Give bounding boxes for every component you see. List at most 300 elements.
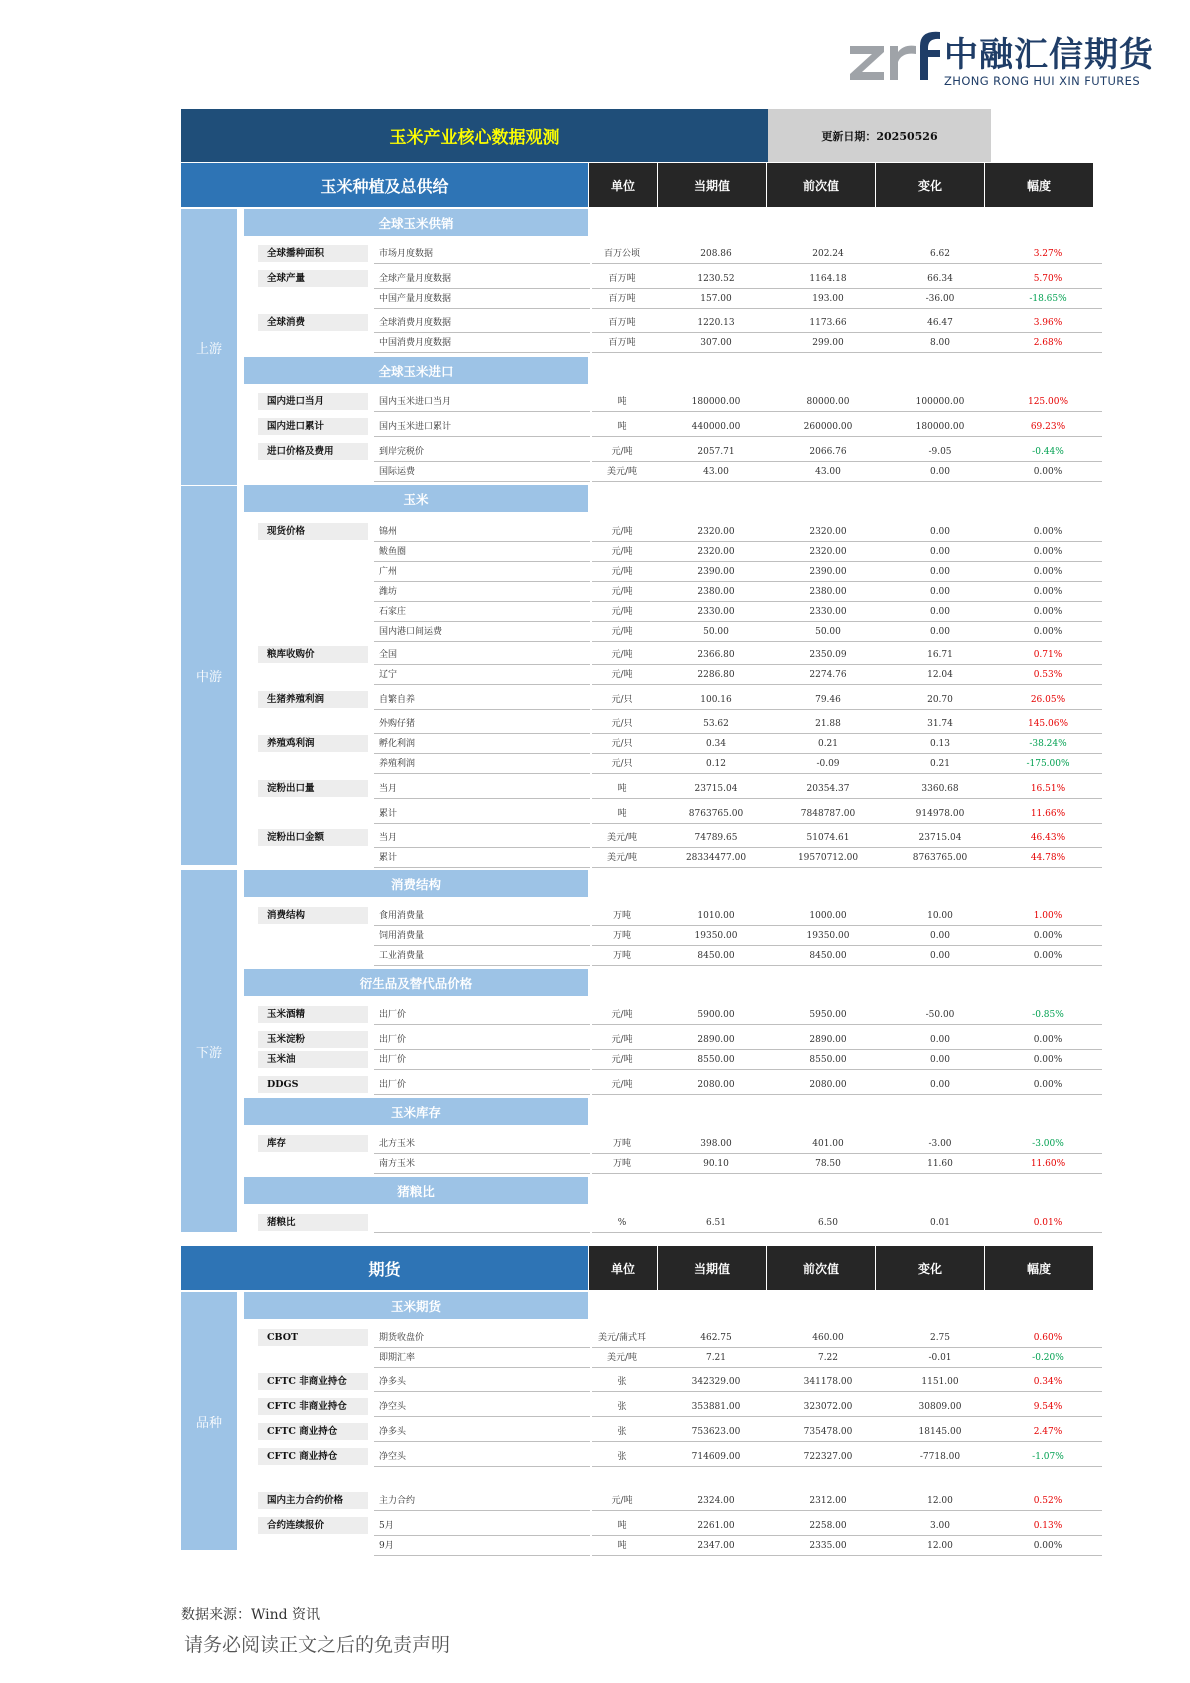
change-percent: 2.47% — [1033, 1427, 1063, 1437]
previous-value: 43.00 — [815, 467, 841, 477]
row-name: 工业消费量 — [379, 951, 425, 961]
row-unit: 万吨 — [612, 1139, 631, 1149]
table-row — [374, 779, 1102, 798]
change-value: 0.00 — [929, 1080, 951, 1090]
previous-value: 0.21 — [817, 739, 839, 749]
row-unit: 美元/吨 — [606, 833, 638, 843]
row-divider — [592, 1173, 1102, 1174]
table-row — [374, 645, 1102, 664]
table-row — [374, 1397, 1102, 1416]
row-unit: % — [617, 1218, 627, 1228]
change-value: -7718.00 — [919, 1452, 961, 1462]
change-percent: 11.66% — [1030, 809, 1066, 819]
previous-value: 8450.00 — [809, 951, 847, 961]
row-divider — [592, 641, 1102, 642]
previous-value: 19350.00 — [806, 931, 850, 941]
change-percent: 0.71% — [1033, 650, 1063, 660]
row-divider — [374, 436, 590, 437]
row-divider — [374, 1173, 590, 1174]
indicator-label: 淀粉出口金额 — [258, 829, 368, 846]
current-value: 0.12 — [705, 759, 727, 769]
change-value: 46.47 — [927, 318, 953, 328]
row-unit: 万吨 — [612, 951, 631, 961]
row-unit: 元/吨 — [611, 1496, 633, 1506]
row-unit: 美元/吨 — [606, 467, 638, 477]
table-row — [374, 289, 1102, 308]
row-name: 外购仔猪 — [379, 719, 416, 729]
column-header: 当期值 — [658, 1246, 766, 1290]
row-name: 广州 — [379, 567, 398, 577]
row-name: 当月 — [379, 784, 398, 794]
row-name: 中国产量月度数据 — [379, 294, 452, 304]
change-value: 3360.68 — [921, 784, 959, 794]
sub-section-header: 衍生品及替代品价格 — [244, 969, 588, 996]
row-name: 食用消费量 — [379, 911, 425, 921]
row-divider — [592, 965, 1102, 966]
previous-value: 79.46 — [815, 695, 841, 705]
current-value: 2324.00 — [697, 1496, 735, 1506]
change-percent: 145.06% — [1027, 719, 1069, 729]
previous-value: 21.88 — [815, 719, 841, 729]
current-value: 50.00 — [703, 627, 729, 637]
row-unit: 百万吨 — [608, 274, 636, 284]
table-row — [374, 754, 1102, 773]
column-header: 幅度 — [985, 163, 1093, 207]
table-row — [374, 417, 1102, 436]
row-name: 国内玉米进口累计 — [379, 422, 452, 432]
sub-section-header: 全球玉米供销 — [244, 209, 588, 236]
previous-value: 2390.00 — [809, 567, 847, 577]
previous-value: 80000.00 — [806, 397, 850, 407]
row-name: 出厂价 — [379, 1055, 407, 1065]
current-value: 2320.00 — [697, 527, 735, 537]
row-unit: 元/吨 — [611, 650, 633, 660]
change-value: 31.74 — [927, 719, 953, 729]
change-percent: 0.00% — [1033, 1055, 1063, 1065]
current-value: 208.86 — [700, 249, 732, 259]
sub-section-header: 玉米 — [244, 485, 588, 512]
row-unit: 元/吨 — [611, 670, 633, 680]
previous-value: 51074.61 — [806, 833, 850, 843]
logo-f — [920, 32, 940, 80]
previous-value: 2320.00 — [809, 527, 847, 537]
row-unit: 张 — [617, 1452, 627, 1462]
column-header: 当期值 — [658, 163, 766, 207]
change-percent: -175.00% — [1026, 759, 1070, 769]
table-row — [374, 392, 1102, 411]
previous-value: 6.50 — [817, 1218, 839, 1228]
column-header: 变化 — [876, 163, 984, 207]
row-name: 累计 — [379, 809, 398, 819]
row-unit: 吨 — [617, 1541, 627, 1551]
row-unit: 元/只 — [611, 719, 633, 729]
column-header: 单位 — [589, 163, 657, 207]
change-value: 0.00 — [929, 467, 951, 477]
change-percent: 5.70% — [1033, 274, 1063, 284]
row-divider — [592, 1555, 1102, 1556]
current-value: 2080.00 — [697, 1080, 735, 1090]
column-header: 前次值 — [767, 1246, 875, 1290]
current-value: 2261.00 — [697, 1521, 735, 1531]
table-row — [374, 1213, 1102, 1232]
row-unit: 万吨 — [612, 1159, 631, 1169]
change-value: 0.00 — [929, 1055, 951, 1065]
indicator-label: 国内进口累计 — [258, 418, 368, 435]
change-value: 0.00 — [929, 931, 951, 941]
previous-value: 2335.00 — [809, 1541, 847, 1551]
row-divider — [592, 308, 1102, 309]
row-name: 出厂价 — [379, 1035, 407, 1045]
table-row — [374, 690, 1102, 709]
change-percent: 26.05% — [1030, 695, 1066, 705]
row-divider — [374, 1069, 590, 1070]
current-value: 440000.00 — [691, 422, 741, 432]
table-row — [374, 1154, 1102, 1173]
change-value: 0.00 — [929, 607, 951, 617]
table-row — [374, 1447, 1102, 1466]
row-name: 辽宁 — [379, 670, 398, 680]
current-value: 342329.00 — [691, 1377, 741, 1387]
change-value: 6.62 — [929, 249, 951, 259]
row-unit: 元/只 — [611, 739, 633, 749]
row-divider — [374, 263, 590, 264]
previous-value: 341178.00 — [803, 1377, 853, 1387]
previous-value: 2312.00 — [809, 1496, 847, 1506]
table-row — [374, 582, 1102, 601]
previous-value: 722327.00 — [803, 1452, 853, 1462]
indicator-label: 玉米淀粉 — [258, 1031, 368, 1048]
change-percent: 0.00% — [1033, 1541, 1063, 1551]
change-value: 0.00 — [929, 527, 951, 537]
table-row — [374, 1422, 1102, 1441]
row-name: 净空头 — [379, 1402, 407, 1412]
row-divider — [592, 481, 1102, 482]
row-divider — [592, 709, 1102, 710]
row-divider — [374, 1466, 590, 1467]
current-value: 157.00 — [700, 294, 732, 304]
current-value: 8763765.00 — [688, 809, 744, 819]
current-value: 2057.71 — [697, 447, 735, 457]
change-value: 10.00 — [927, 911, 953, 921]
change-percent: -38.24% — [1029, 739, 1067, 749]
row-name: 全国 — [379, 650, 398, 660]
section-title: 期货 — [181, 1246, 588, 1290]
change-value: 8.00 — [929, 338, 951, 348]
indicator-label: 合约连续报价 — [258, 1517, 368, 1534]
table-row — [374, 622, 1102, 641]
table-row — [374, 269, 1102, 288]
previous-value: 2274.76 — [809, 670, 847, 680]
table-row — [374, 1005, 1102, 1024]
row-divider — [374, 308, 590, 309]
previous-value: 78.50 — [815, 1159, 841, 1169]
logo-mark — [850, 46, 916, 80]
row-divider — [592, 1391, 1102, 1392]
previous-value: 20354.37 — [806, 784, 850, 794]
row-unit: 张 — [617, 1427, 627, 1437]
row-unit: 美元/蒲式耳 — [597, 1333, 647, 1343]
current-value: 53.62 — [703, 719, 729, 729]
change-percent: -0.20% — [1032, 1353, 1064, 1363]
change-percent: 0.53% — [1033, 670, 1063, 680]
table-row — [374, 562, 1102, 581]
previous-value: 1164.18 — [809, 274, 847, 284]
previous-value: 2066.76 — [809, 447, 847, 457]
previous-value: 2350.09 — [809, 650, 847, 660]
section-header — [181, 163, 1094, 207]
row-divider — [592, 1024, 1102, 1025]
change-value: 23715.04 — [918, 833, 962, 843]
table-row — [374, 1491, 1102, 1510]
change-value: 20.70 — [927, 695, 953, 705]
row-name: 当月 — [379, 833, 398, 843]
side-category: 下游 — [181, 870, 237, 1232]
table-row — [374, 1348, 1102, 1367]
previous-value: 50.00 — [815, 627, 841, 637]
indicator-label: 库存 — [258, 1135, 368, 1152]
previous-value: 7.22 — [817, 1353, 839, 1363]
indicator-label: DDGS — [258, 1076, 368, 1093]
sub-section-header: 全球玉米进口 — [244, 357, 588, 384]
sub-section-header: 消费结构 — [244, 870, 588, 897]
previous-value: 460.00 — [812, 1333, 844, 1343]
indicator-label: CFTC 非商业持仓 — [258, 1373, 368, 1390]
change-percent: 2.68% — [1033, 338, 1063, 348]
change-percent: -0.85% — [1032, 1010, 1064, 1020]
indicator-label: 消费结构 — [258, 907, 368, 924]
current-value: 5900.00 — [697, 1010, 735, 1020]
change-percent: 16.51% — [1030, 784, 1066, 794]
row-unit: 元/吨 — [611, 1010, 633, 1020]
change-value: 0.00 — [929, 1035, 951, 1045]
update-date: 更新日期：20250526 — [768, 109, 991, 162]
change-value: 2.75 — [929, 1333, 951, 1343]
table-row — [374, 848, 1102, 867]
previous-value: 1000.00 — [809, 911, 847, 921]
row-name: 石家庄 — [379, 607, 407, 617]
row-divider — [374, 867, 590, 868]
row-unit: 百万吨 — [608, 294, 636, 304]
indicator-label: 粮库收购价 — [258, 646, 368, 663]
change-value: 3.00 — [929, 1521, 951, 1531]
current-value: 1220.13 — [697, 318, 735, 328]
change-percent: -0.44% — [1032, 447, 1064, 457]
current-value: 714609.00 — [691, 1452, 741, 1462]
row-divider — [374, 798, 590, 799]
row-name: 9月 — [379, 1541, 394, 1551]
current-value: 2380.00 — [697, 587, 735, 597]
change-percent: 11.60% — [1030, 1159, 1066, 1169]
side-category: 品种 — [181, 1292, 237, 1550]
change-percent: 0.52% — [1033, 1496, 1063, 1506]
row-name: 累计 — [379, 853, 398, 863]
row-unit: 元/吨 — [611, 527, 633, 537]
row-name: 饲用消费量 — [379, 931, 425, 941]
change-percent: -1.07% — [1032, 1452, 1064, 1462]
row-divider — [374, 481, 590, 482]
current-value: 43.00 — [703, 467, 729, 477]
indicator-label: CFTC 商业持仓 — [258, 1448, 368, 1465]
row-unit: 吨 — [617, 784, 627, 794]
change-percent: 0.00% — [1033, 931, 1063, 941]
previous-value: 202.24 — [812, 249, 844, 259]
row-unit: 元/只 — [611, 759, 633, 769]
change-value: 12.04 — [927, 670, 953, 680]
row-divider — [374, 352, 590, 353]
table-row — [374, 804, 1102, 823]
change-value: 12.00 — [927, 1496, 953, 1506]
row-name: 净多头 — [379, 1427, 407, 1437]
change-percent: 9.54% — [1033, 1402, 1063, 1412]
table-row — [374, 734, 1102, 753]
row-divider — [374, 1510, 590, 1511]
change-value: 12.00 — [927, 1541, 953, 1551]
row-name: 净多头 — [379, 1377, 407, 1387]
row-name: 期货收盘价 — [379, 1333, 425, 1343]
table-row — [374, 906, 1102, 925]
table-row — [374, 462, 1102, 481]
change-value: -36.00 — [925, 294, 955, 304]
change-percent: 3.27% — [1033, 249, 1063, 259]
row-unit: 元/吨 — [611, 1035, 633, 1045]
table-row — [374, 665, 1102, 684]
current-value: 307.00 — [700, 338, 732, 348]
indicator-label: 国内主力合约价格 — [258, 1492, 368, 1509]
brand-name-cn: 中融汇信期货 — [944, 35, 1154, 75]
current-value: 353881.00 — [691, 1402, 741, 1412]
change-percent: 0.00% — [1033, 467, 1063, 477]
row-unit: 美元/吨 — [606, 853, 638, 863]
change-value: 0.21 — [929, 759, 951, 769]
section-header — [181, 1246, 1094, 1290]
change-percent: 0.00% — [1033, 547, 1063, 557]
side-category: 中游 — [181, 486, 237, 865]
current-value: 19350.00 — [694, 931, 738, 941]
row-unit: 百万吨 — [608, 318, 636, 328]
previous-value: 2258.00 — [809, 1521, 847, 1531]
row-unit: 元/只 — [611, 695, 633, 705]
change-value: 0.00 — [929, 567, 951, 577]
row-divider — [374, 1391, 590, 1392]
row-name: 到岸完税价 — [379, 447, 425, 457]
row-divider — [374, 411, 590, 412]
previous-value: 19570712.00 — [797, 853, 859, 863]
row-name: 出厂价 — [379, 1080, 407, 1090]
previous-value: 5950.00 — [809, 1010, 847, 1020]
disclaimer: 请务必阅读正文之后的免责声明 — [184, 1634, 451, 1656]
row-unit: 元/吨 — [611, 1055, 633, 1065]
row-divider — [592, 1510, 1102, 1511]
row-name: 北方玉米 — [379, 1139, 416, 1149]
previous-value: 735478.00 — [803, 1427, 853, 1437]
table-row — [374, 926, 1102, 945]
row-name: 市场月度数据 — [379, 249, 434, 259]
previous-value: 1173.66 — [809, 318, 847, 328]
previous-value: 2380.00 — [809, 587, 847, 597]
row-divider — [374, 1367, 590, 1368]
row-divider — [592, 823, 1102, 824]
indicator-label: 猪粮比 — [258, 1214, 368, 1231]
sub-section-header: 玉米库存 — [244, 1098, 588, 1125]
change-value: 30809.00 — [918, 1402, 962, 1412]
indicator-label: 全球播种面积 — [258, 245, 368, 262]
row-name: 即期汇率 — [379, 1353, 416, 1363]
change-value: -50.00 — [925, 1010, 955, 1020]
row-divider — [592, 263, 1102, 264]
current-value: 2347.00 — [697, 1541, 735, 1551]
change-value: -9.05 — [928, 447, 952, 457]
row-name: 5月 — [379, 1521, 394, 1531]
table-row — [374, 1516, 1102, 1535]
current-value: 90.10 — [703, 1159, 729, 1169]
previous-value: 299.00 — [812, 338, 844, 348]
change-value: 0.13 — [929, 739, 951, 749]
row-name: 潍坊 — [379, 587, 398, 597]
change-percent: 46.43% — [1030, 833, 1066, 843]
change-percent: 0.00% — [1033, 587, 1063, 597]
indicator-label: 玉米油 — [258, 1051, 368, 1068]
table-row — [374, 1075, 1102, 1094]
table-row — [374, 522, 1102, 541]
row-divider — [374, 1416, 590, 1417]
row-unit: 元/吨 — [611, 1080, 633, 1090]
row-unit: 吨 — [617, 422, 627, 432]
row-name: 孵化利润 — [379, 739, 416, 749]
row-name: 净空头 — [379, 1452, 407, 1462]
row-name: 国内港口间运费 — [379, 627, 443, 637]
indicator-label: 淀粉出口量 — [258, 780, 368, 797]
row-divider — [374, 1555, 590, 1556]
table-row — [374, 313, 1102, 332]
change-value: 0.01 — [929, 1218, 951, 1228]
indicator-label: 全球消费 — [258, 314, 368, 331]
change-percent: 0.00% — [1033, 607, 1063, 617]
table-row — [374, 1372, 1102, 1391]
current-value: 28334477.00 — [685, 853, 747, 863]
row-name: 养殖利润 — [379, 759, 416, 769]
table-row — [374, 1536, 1102, 1555]
current-value: 1010.00 — [697, 911, 735, 921]
row-divider — [374, 773, 590, 774]
row-unit: 元/吨 — [611, 607, 633, 617]
previous-value: 2330.00 — [809, 607, 847, 617]
previous-value: 401.00 — [812, 1139, 844, 1149]
row-unit: 元/吨 — [611, 567, 633, 577]
side-category: 上游 — [181, 209, 237, 485]
table-row — [374, 442, 1102, 461]
row-name: 自繁自养 — [379, 695, 416, 705]
change-percent: 0.00% — [1033, 567, 1063, 577]
previous-value: 2320.00 — [809, 547, 847, 557]
current-value: 0.34 — [705, 739, 727, 749]
change-percent: 69.23% — [1030, 422, 1066, 432]
row-divider — [592, 436, 1102, 437]
row-divider — [592, 867, 1102, 868]
change-percent: 0.01% — [1033, 1218, 1063, 1228]
previous-value: 2080.00 — [809, 1080, 847, 1090]
change-percent: 0.00% — [1033, 627, 1063, 637]
row-divider — [592, 1069, 1102, 1070]
previous-value: 193.00 — [812, 294, 844, 304]
row-divider — [374, 684, 590, 685]
change-value: -3.00 — [928, 1139, 952, 1149]
table-row — [374, 1030, 1102, 1049]
row-divider — [374, 1232, 590, 1233]
section-title: 玉米种植及总供给 — [181, 163, 588, 207]
change-percent: 0.34% — [1033, 1377, 1063, 1387]
table-row — [374, 244, 1102, 263]
current-value: 753623.00 — [691, 1427, 741, 1437]
